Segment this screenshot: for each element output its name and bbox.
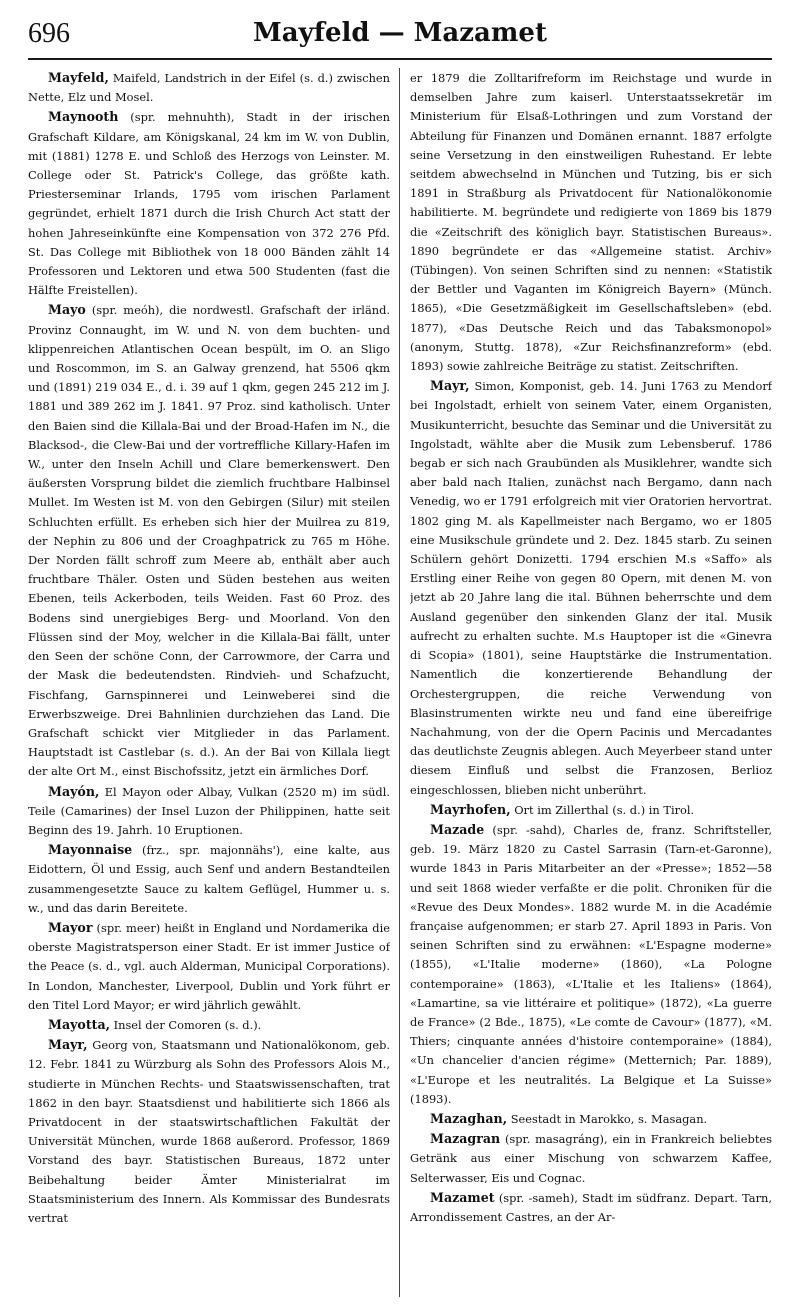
- headword: Mayo: [48, 302, 86, 318]
- left-column: [28, 68, 390, 1297]
- headword: Mazamet: [430, 1189, 495, 1205]
- entry-text: (spr. meer) heißt in England und Nordamerika die oberste Magistratsperson einer Stadt. Er ist immer Justice of the Peace (s. d., vgl. auch Alderman, Municipal Corporations). In London, Manchester, Liverpool, Dublin und York führt er den Titel Lord Mayor; er wird jährlich gewählt.: [28, 920, 390, 1012]
- entry-text: Simon, Komponist, geb. 14. Juni 1763 zu Mendorf bei Ingolstadt, erhielt von seinem Vater, einem Organisten, Musikunterricht, besuchte das Seminar und die Universität zu Ingolstadt, wählte aber die Musik zum Lebensberuf. 1786 begab er sich nach Graubünden als Musiklehrer, wandte sich aber bald nach Italien, zunächst nach Bergamo, dann nach Venedig, wo er 1791 erfolgreich mit vier Oratorien hervortrat. 1802 ging M. als Kapellmeister nach Bergamo, wo er 1805 eine Musikschule gründete und 2. Dez. 1845 starb. Zu seinen Schülern gehört Donizetti. 1794 erschien M.s «Saffo» als Erstling einer Reihe von gegen 80 Opern, mit denen M. von jetzt ab 20 Jahre lang die ital. Bühnen beherrschte und dem Ausland gegenüber den sinkenden Glanz der ital. Musik aufrecht zu erhalten suchte. M.s Hauptoper ist die «Ginevra di Scopia» (1801), seine Hauptstärke die Instrumentation. Namentlich die konzertierende Behandlung der Orchestergruppen, die reiche Verwendung von Blasinstrumenten wirkte neu und fand eine übereifrige Nachahmung, von der die Opern Pacinis und Mercadantes das deutlichste Zeugnis ablegen. Auch Meyerbeer stand unter diesem Einfluß und selbst die Franzosen, Berlioz eingeschlossen, blieben nicht unberührt.: [410, 379, 772, 797]
- entry-text: (frz., spr. majonnähs'), eine kalte, aus Eidottern, Öl und Essig, auch Senf und andern Bestandteilen zusammengesetzte Sauce zu kaltem Geflügel, Hummer u. s. w., und das darin Bereitete.: [28, 843, 390, 915]
- headword: Mayfeld,: [48, 70, 109, 85]
- running-head: Mayfeld — Mazamet: [253, 18, 547, 48]
- headword: Mayonnaise: [48, 842, 133, 858]
- entry: [28, 782, 390, 841]
- entry: [410, 800, 772, 820]
- column-divider: [399, 68, 400, 1297]
- page-number: 696: [28, 18, 70, 49]
- entry-text: (spr. masagráng), ein in Frankreich beliebtes Getränk aus einer Mischung von schwarzem Kaffee, Selterwasser, Eis und Cognac.: [410, 1132, 772, 1185]
- entry: [28, 68, 390, 107]
- entry: [28, 1035, 390, 1228]
- entry: [28, 840, 390, 918]
- entry: [410, 376, 772, 799]
- headword: Mazade: [430, 821, 485, 837]
- entry-text: (spr. -sahd), Charles de, franz. Schriftsteller, geb. 19. März 1820 zu Castel Sarrasin (Tarn-et-Garonne), wurde 1843 in Paris Mitarbeiter an der «Presse»; 1852—58 und seit 1868 wieder verfaßte er die polit. Chroniken für die «Revue des Deux Mondes». 1882 wurde M. in die Académie française aufgenommen; er starb 27. April 1893 in Paris. Von seinen Schriften sind zu erwähnen: «L'Espagne moderne» (1855), «L'Italie moderne» (1860), «La Pologne contemporaine» (1863), «L'Italie et les Italiens» (1864), «Lamartine, sa vie littéraire et politique» (1872), «La guerre de France» (2 Bde., 1875), «Le comte de Cavour» (1877), «M. Thiers; cinquante années d'histoire contemporaine» (1884), «Un chancelier d'ancien régime» (Metternich; Par. 1889), «L'Europe et les neutralités. La Belgique et La Suisse» (1893).: [410, 822, 772, 1106]
- right-column: [410, 68, 772, 1297]
- entry: [410, 1188, 772, 1227]
- entry-text: El Mayon oder Albay, Vulkan (2520 m) im südl. Teile (Camarines) der Insel Luzon der Philippinen, hatte seit Beginn des 19. Jahrh. 10 Eruptionen.: [28, 784, 390, 837]
- entry: [410, 820, 772, 1109]
- entry: [410, 1129, 772, 1188]
- headword: Maynooth: [48, 109, 119, 125]
- entry-text: Seestadt in Marokko, s. Masagan.: [507, 1111, 708, 1126]
- entry-text: Maifeld, Landstrich in der Eifel (s. d.) zwischen Nette, Elz und Mosel.: [28, 71, 390, 105]
- headword: Mayr,: [48, 1037, 88, 1053]
- entry-text: Georg von, Staatsmann und Nationalökonom, geb. 12. Febr. 1841 zu Würzburg als Sohn des Professors Alois M., studierte in München Rechts- und Staatswissenschaften, trat 1862 in den bayr. Staatsdienst und habilitierte sich 1866 als Privatdocent in der staatswirtschaftlichen Fakultät der Universität München, wurde 1868 außerord. Professor, 1869 Vorstand des bayr. Statistischen Bureaus, 1872 unter Beibehaltung beider Ämter Ministerialrat im Staatsministerium des Innern. Als Kommissar des Bundesrats vertrat: [28, 1038, 390, 1225]
- headword: Mayotta,: [48, 1016, 110, 1032]
- entry: [28, 107, 390, 300]
- headword: Mayr,: [430, 378, 470, 394]
- headword: Mazaghan,: [430, 1110, 508, 1126]
- entry: [28, 918, 390, 1015]
- text-columns: [28, 68, 772, 1297]
- entry-text: (spr. meóh), die nordwestl. Grafschaft der irländ. Provinz Connaught, im W. und N. von dem buchten- und klippenreichen Atlantischen Ocean bespült, im O. an Sligo und Roscommon, im S. an Galway grenzend, hat 5506 qkm und (1891) 219 034 E., d. i. 39 auf 1 qkm, gegen 245 212 im J. 1881 und 389 262 im J. 1841. 97 Proz. sind katholisch. Unter den Baien sind die Killala-Bai und der Broad-Hafen im N., die Blacksod-, die Clew-Bai und der vortreffliche Killary-Hafen im W., unter den Inseln Achill und Clare bemerkenswert. Den äußersten Vorsprung bildet die ziemlich fruchtbare Halbinsel Mullet. Im Westen ist M. von den Gebirgen (Silur) mit steilen Schluchten erfüllt. Es erheben sich hier der Muilrea zu 819, der Nephin zu 806 und der Croaghpatrick zu 765 m Höhe. Der Norden fällt schroff zum Meere ab, enthält aber auch fruchtbare Thäler. Osten und Süden bestehen aus weiten Ebenen, teils Ackerboden, teils Weiden. Fast 60 Proz. des Bodens sind unergiebiges Berg- und Moorland. Von den Flüssen sind der Moy, welcher in die Killala-Bai fällt, unter den Seen der schöne Conn, der Carrowmore, der Carra und der Mask die bedeutendsten. Rindvieh- und Schafzucht, Fischfang, Garnspinnerei und Leinweberei sind die Erwerbszweige. Drei Bahnlinien durchziehen das Land. Die Grafschaft schickt vier Mitglieder in das Parlament. Hauptstadt ist Castlebar (s. d.). An der Bai von Killala liegt der alte Ort M., einst Bischofssitz, jetzt ein ärmliches Dorf.: [28, 303, 390, 779]
- entry: [28, 300, 390, 781]
- page-header: [28, 6, 772, 60]
- entry: [28, 1015, 390, 1035]
- entry-text: er 1879 die Zolltarifreform im Reichstage und wurde in demselben Jahre zum kaiserl. Unterstaatssekretär im Ministerium für Elsaß-Lothringen und zum Vorstand der Abteilung für Finanzen und Domänen ernannt. 1887 erfolgte seine Versetzung in den einstweiligen Ruhestand. Er lebte seitdem abwechselnd in München und Tutzing, bis er sich 1891 in Straßburg als Privatdocent für Nationalökonomie habilitierte. M. begründete und redigierte von 1869 bis 1879 die «Zeitschrift des königlich bayr. Statistischen Bureaus». 1890 begründete er das «Allgemeine statist. Archiv» (Tübingen). Von seinen Schriften sind zu nennen: «Statistik der Bettler und Vaganten im Königreich Bayern» (Münch. 1865), «Die Gesetzmäßigkeit im Gesellschaftsleben» (ebd. 1877), «Das Deutsche Reich und das Tabaksmonopol» (anonym, Stuttg. 1878), «Zur Reichsfinanzreform» (ebd. 1893) sowie zahlreiche Beiträge zu statist. Zeitschriften.: [410, 71, 772, 374]
- entry-text: (spr. -sameh), Stadt im südfranz. Depart. Tarn, Arrondissement Castres, an der Ar-: [410, 1190, 772, 1224]
- entry-text: (spr. mehnuhth), Stadt in der irischen Grafschaft Kildare, am Königskanal, 24 km im W. von Dublin, mit (1881) 1278 E. und Schloß des Herzogs von Leinster. M. College oder St. Patrick's College, das größte kath. Priesterseminar Irlands, 1795 vom irischen Parlament gegründet, erhielt 1871 durch die Irish Church Act statt der hohen Jahreseinkünfte eine Kompensation von 372 276 Pfd. St. Das College mit Bibliothek von 18 000 Bänden zählt 14 Professoren und Lektoren und etwa 500 Studenten (fast die Hälfte Freistellen).: [28, 110, 390, 298]
- entry-continuation: [410, 68, 772, 376]
- entry-text: Ort im Zillerthal (s. d.) in Tirol.: [510, 802, 695, 817]
- headword: Mayrhofen,: [430, 801, 511, 817]
- entry: [410, 1109, 772, 1129]
- headword: Mayor: [48, 919, 93, 935]
- headword: Mayón,: [48, 783, 100, 799]
- entry-text: Insel der Comoren (s. d.).: [110, 1017, 262, 1032]
- headword: Mazagran: [430, 1131, 501, 1147]
